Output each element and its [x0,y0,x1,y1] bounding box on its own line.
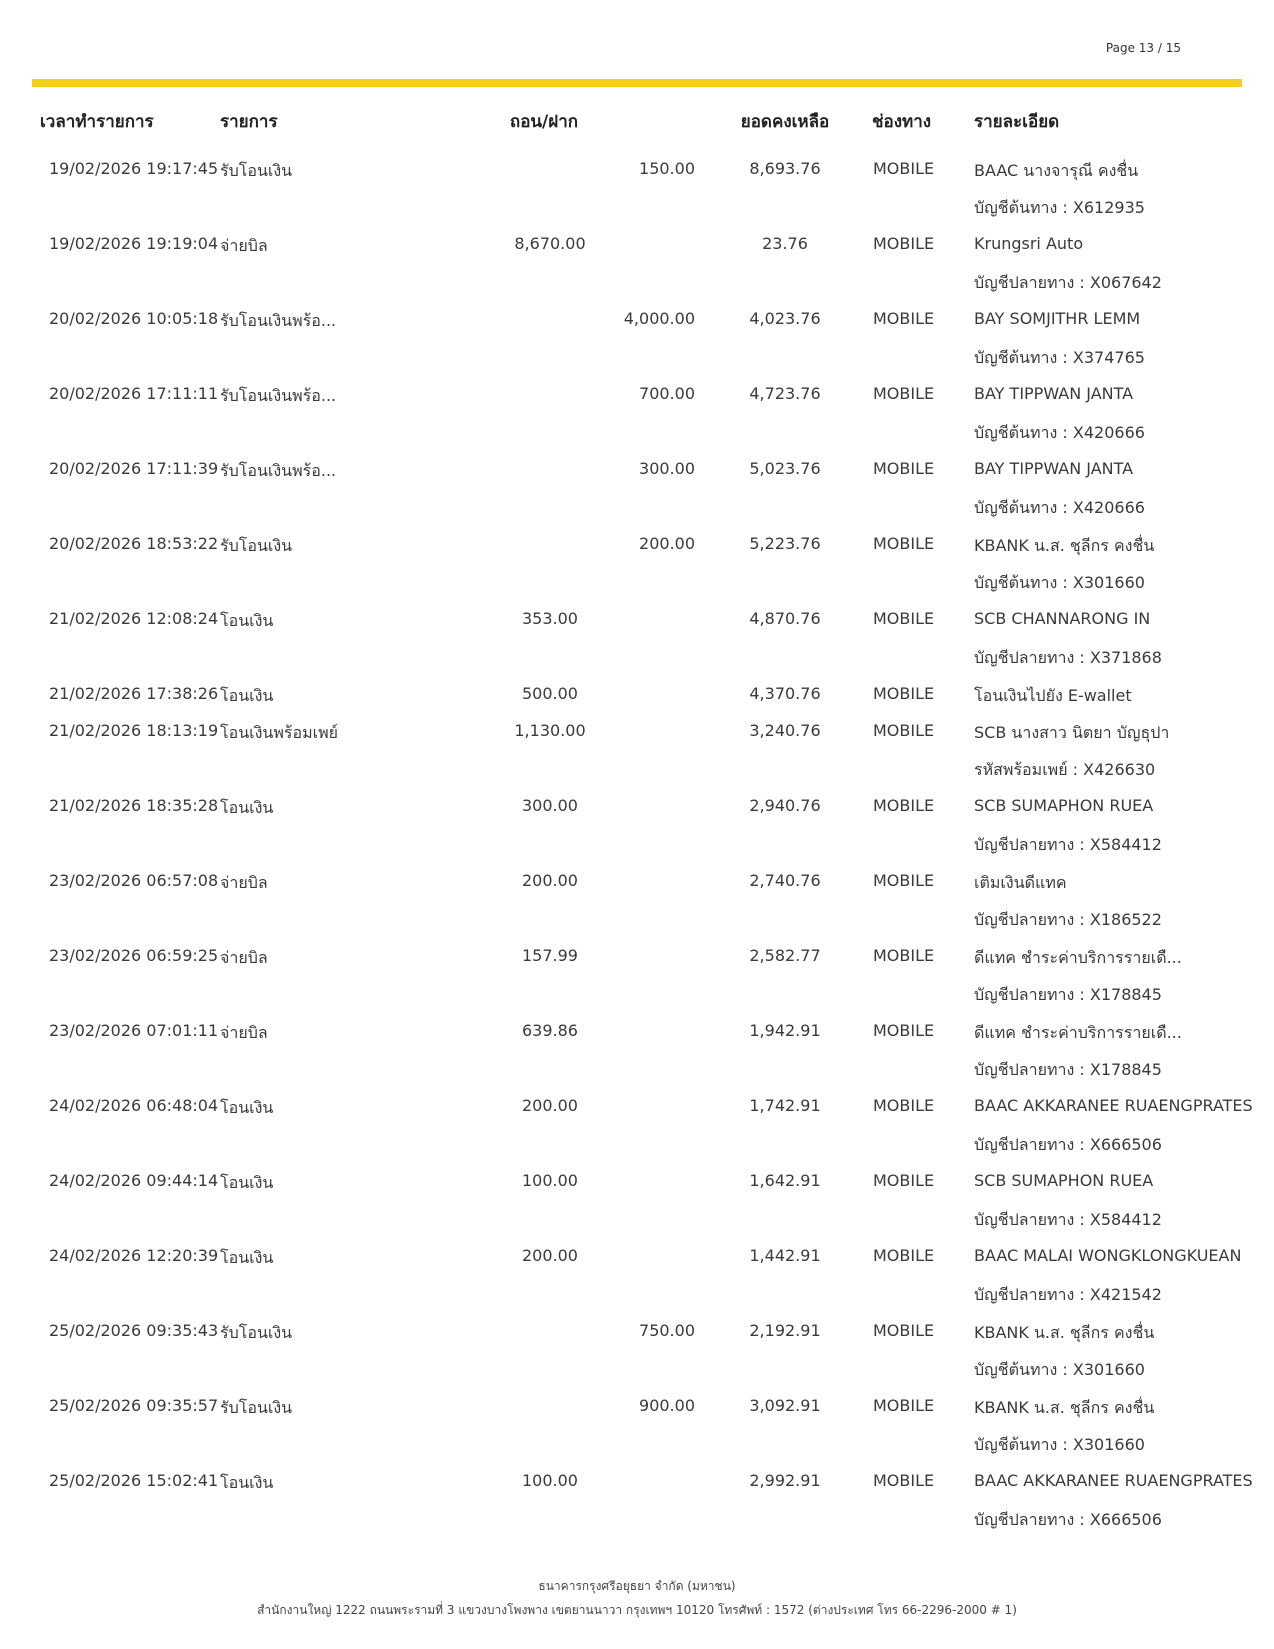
header-amount: ถอน/ฝาก [509,112,579,132]
row-time: 19/02/2026 19:17:45 [49,159,219,178]
row-description: โอนเงิน [220,1248,274,1267]
row-balance: 4,870.76 [749,609,821,628]
row-withdraw-amount: 100.00 [522,1471,578,1490]
row-detail-name: SCB นางสาว นิตยา บัญธุปา [974,723,1170,742]
row-balance: 4,023.76 [749,309,821,328]
row-channel: MOBILE [873,1096,935,1115]
row-description: จ่ายบิล [220,948,268,967]
table-row [0,864,1274,939]
table-row [0,939,1274,1014]
row-detail-name: BAAC AKKARANEE RUAENGPRATES [974,1096,1253,1115]
row-detail-account: บัญชีปลายทาง : X371868 [974,648,1162,667]
row-balance: 4,723.76 [749,384,821,403]
footer-bank-name: ธนาคารกรุงศรีอยุธยา จำกัด (มหาชน) [538,1579,736,1593]
row-deposit-amount: 700.00 [639,384,695,403]
row-detail-account: บัญชีปลายทาง : X584412 [974,835,1162,854]
row-time: 24/02/2026 12:20:39 [49,1246,219,1265]
row-detail-account: บัญชีต้นทาง : X301660 [974,1435,1145,1454]
header-channel: ช่องทาง [872,112,932,132]
row-deposit-amount: 4,000.00 [623,309,695,328]
row-description: รับโอนเงิน [220,536,293,555]
row-detail-account: บัญชีต้นทาง : X420666 [974,423,1145,442]
row-channel: MOBILE [873,234,935,253]
row-detail-account: บัญชีปลายทาง : X186522 [974,910,1162,929]
row-time: 20/02/2026 17:11:11 [49,384,219,403]
row-detail-account: บัญชีปลายทาง : X584412 [974,1210,1162,1229]
row-description: โอนเงินพร้อมเพย์ [220,723,339,742]
row-description: โอนเงิน [220,798,274,817]
row-detail-account: บัญชีปลายทาง : X666506 [974,1510,1162,1529]
row-time: 24/02/2026 09:44:14 [49,1171,219,1190]
row-channel: MOBILE [873,1471,935,1490]
row-description: โอนเงิน [220,1473,274,1492]
row-detail-name: BAAC MALAI WONGKLONGKUEAN [974,1246,1242,1265]
row-deposit-amount: 300.00 [639,459,695,478]
row-time: 20/02/2026 18:53:22 [49,534,219,553]
row-channel: MOBILE [873,1246,935,1265]
row-balance: 1,442.91 [749,1246,821,1265]
row-detail-name: BAY TIPPWAN JANTA [974,459,1134,478]
row-detail-name: BAAC AKKARANEE RUAENGPRATES [974,1471,1253,1490]
row-detail-name: SCB SUMAPHON RUEA [974,1171,1154,1190]
table-row [0,1389,1274,1464]
table-row [0,1239,1274,1314]
table-row [0,1314,1274,1389]
row-withdraw-amount: 353.00 [522,609,578,628]
row-balance: 5,023.76 [749,459,821,478]
footer-address: สำนักงานใหญ่ 1222 ถนนพระรามที่ 3 แขวงบางโพงพาง เขตยานนาวา กรุงเทพฯ 10120 โทรศัพท์ : 1572 (ต่างประเทศ โทร 66-2296-2000 # 1) [257,1603,1017,1617]
row-balance: 1,942.91 [749,1021,821,1040]
row-withdraw-amount: 200.00 [522,871,578,890]
row-detail-name: BAY SOMJITHR LEMM [974,309,1141,328]
row-detail-account: บัญชีปลายทาง : X421542 [974,1285,1162,1304]
row-channel: MOBILE [873,159,935,178]
row-channel: MOBILE [873,721,935,740]
row-withdraw-amount: 200.00 [522,1096,578,1115]
table-row [0,677,1274,714]
table-row [0,377,1274,452]
header-description: รายการ [220,112,278,132]
row-description: รับโอนเงิน [220,1398,293,1417]
row-time: 20/02/2026 10:05:18 [49,309,219,328]
row-detail-name: Krungsri Auto [974,234,1084,253]
row-description: รับโอนเงิน [220,161,293,180]
row-detail-account: บัญชีปลายทาง : X178845 [974,985,1162,1004]
row-balance: 5,223.76 [749,534,821,553]
row-balance: 2,740.76 [749,871,821,890]
table-row [0,152,1274,227]
row-time: 23/02/2026 06:59:25 [49,946,219,965]
table-row [0,302,1274,377]
row-time: 25/02/2026 09:35:43 [49,1321,219,1340]
row-description: โอนเงิน [220,686,274,705]
row-description: จ่ายบิล [220,873,268,892]
row-detail-name: ดีแทค ชำระค่าบริการรายเดื... [974,1023,1182,1042]
row-time: 21/02/2026 18:13:19 [49,721,219,740]
row-detail-account: บัญชีปลายทาง : X666506 [974,1135,1162,1154]
row-time: 21/02/2026 18:35:28 [49,796,219,815]
row-description: โอนเงิน [220,611,274,630]
row-time: 25/02/2026 15:02:41 [49,1471,219,1490]
row-description: โอนเงิน [220,1173,274,1192]
header-time: เวลาทำรายการ [40,112,154,132]
table-row [0,527,1274,602]
row-time: 23/02/2026 06:57:08 [49,871,219,890]
row-balance: 2,192.91 [749,1321,821,1340]
row-detail-name: SCB CHANNARONG IN [974,609,1151,628]
row-channel: MOBILE [873,1396,935,1415]
row-detail-name: ดีแทค ชำระค่าบริการรายเดื... [974,948,1182,967]
row-detail-name: KBANK น.ส. ชุลีกร คงชื่น [974,1323,1155,1342]
table-row [0,789,1274,864]
row-channel: MOBILE [873,1021,935,1040]
row-channel: MOBILE [873,684,935,703]
row-detail-account: บัญชีต้นทาง : X301660 [974,573,1145,592]
table-row [0,1089,1274,1164]
table-row [0,452,1274,527]
row-deposit-amount: 150.00 [639,159,695,178]
row-description: รับโอนเงินพร้อ... [220,311,337,330]
row-balance: 4,370.76 [749,684,821,703]
row-time: 21/02/2026 17:38:26 [49,684,219,703]
table-row [0,1164,1274,1239]
row-balance: 8,693.76 [749,159,821,178]
row-detail-name: โอนเงินไปยัง E-wallet [974,686,1132,705]
row-channel: MOBILE [873,871,935,890]
row-channel: MOBILE [873,534,935,553]
table-header [0,104,1274,138]
row-channel: MOBILE [873,946,935,965]
row-time: 19/02/2026 19:19:04 [49,234,219,253]
row-balance: 2,940.76 [749,796,821,815]
row-time: 20/02/2026 17:11:39 [49,459,219,478]
row-time: 24/02/2026 06:48:04 [49,1096,219,1115]
table-row [0,1014,1274,1089]
table-row [0,602,1274,677]
row-withdraw-amount: 500.00 [522,684,578,703]
row-description: โอนเงิน [220,1098,274,1117]
table-row [0,227,1274,302]
row-withdraw-amount: 200.00 [522,1246,578,1265]
row-detail-name: BAAC นางจารุณี คงชื่น [974,161,1139,180]
footer [0,1574,1274,1622]
row-detail-name: SCB SUMAPHON RUEA [974,796,1154,815]
header-detail: รายละเอียด [974,112,1060,132]
row-description: จ่ายบิล [220,1023,268,1042]
row-detail-name: KBANK น.ส. ชุลีกร คงชื่น [974,1398,1155,1417]
row-detail-account: บัญชีต้นทาง : X420666 [974,498,1145,517]
page-number: Page 13 / 15 [1105,41,1181,55]
row-detail-account: บัญชีต้นทาง : X374765 [974,348,1145,367]
transaction-list [0,152,1274,1539]
row-detail-account: บัญชีต้นทาง : X301660 [974,1360,1145,1379]
row-time: 25/02/2026 09:35:57 [49,1396,219,1415]
row-withdraw-amount: 1,130.00 [514,721,586,740]
row-balance: 3,092.91 [749,1396,821,1415]
row-deposit-amount: 200.00 [639,534,695,553]
row-detail-account: บัญชีปลายทาง : X178845 [974,1060,1162,1079]
table-row [0,714,1274,789]
row-deposit-amount: 750.00 [639,1321,695,1340]
row-channel: MOBILE [873,1321,935,1340]
row-time: 23/02/2026 07:01:11 [49,1021,219,1040]
row-balance: 23.76 [762,234,808,253]
row-detail-name: BAY TIPPWAN JANTA [974,384,1134,403]
row-channel: MOBILE [873,384,935,403]
row-channel: MOBILE [873,796,935,815]
row-detail-name: KBANK น.ส. ชุลีกร คงชื่น [974,536,1155,555]
row-withdraw-amount: 639.86 [522,1021,578,1040]
row-channel: MOBILE [873,459,935,478]
row-time: 21/02/2026 12:08:24 [49,609,219,628]
row-detail-account: บัญชีต้นทาง : X612935 [974,198,1145,217]
row-balance: 2,992.91 [749,1471,821,1490]
row-detail-account: บัญชีปลายทาง : X067642 [974,273,1162,292]
row-withdraw-amount: 8,670.00 [514,234,586,253]
table-row [0,1464,1274,1539]
row-balance: 2,582.77 [749,946,821,965]
row-detail-name: เติมเงินดีแทค [974,873,1067,892]
row-description: รับโอนเงินพร้อ... [220,461,337,480]
row-description: รับโอนเงินพร้อ... [220,386,337,405]
row-withdraw-amount: 300.00 [522,796,578,815]
row-description: รับโอนเงิน [220,1323,293,1342]
row-channel: MOBILE [873,1171,935,1190]
row-description: จ่ายบิล [220,236,268,255]
row-detail-account: รหัสพร้อมเพย์ : X426630 [974,760,1156,779]
row-withdraw-amount: 100.00 [522,1171,578,1190]
row-channel: MOBILE [873,309,935,328]
header-balance: ยอดคงเหลือ [740,112,830,132]
row-balance: 3,240.76 [749,721,821,740]
row-balance: 1,642.91 [749,1171,821,1190]
accent-bar [32,79,1242,87]
row-balance: 1,742.91 [749,1096,821,1115]
row-withdraw-amount: 157.99 [522,946,578,965]
row-channel: MOBILE [873,609,935,628]
row-deposit-amount: 900.00 [639,1396,695,1415]
